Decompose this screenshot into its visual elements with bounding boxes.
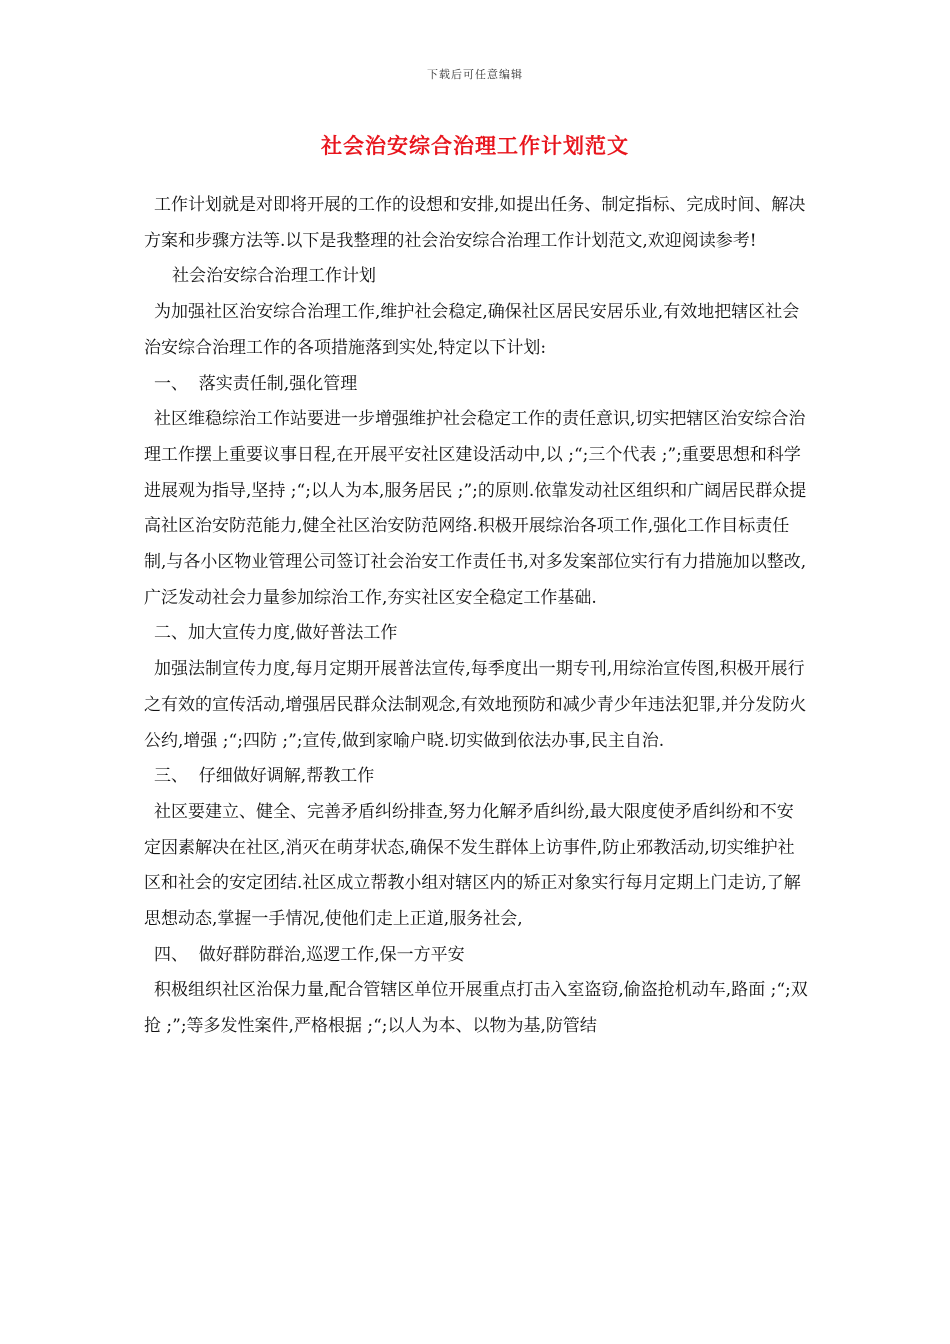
header-note: 下载后可任意编辑 xyxy=(427,68,523,81)
document-body xyxy=(144,188,808,1045)
section-2-paragraph: 加强法制宣传力度,每月定期开展普法宣传,每季度出一期专刊,用综治宣传图,积极开展行之有效的宣传活动,增强居民群众法制观念,有效地预防和减少青少年违法犯罪,并分发防火公约,增强 ;“;四防 ;”;宣传,做到家喻户晓.切实做到依法办事,民主自治. xyxy=(144,659,807,751)
section-3-paragraph: 社区要建立、健全、完善矛盾纠纷排查,努力化解矛盾纠纷,最大限度使矛盾纠纷和不安定因素解决在社区,消灭在萌芽状态,确保不发生群体上访事件,防止邪教活动,切实维护社区和社会的安定团结.社区成立帮教小组对辖区内的矫正对象实行每月定期上门走访,了解思想动态,掌握一手情况,使他们走上正道,服务社会, xyxy=(144,801,801,930)
section-heading-3: 三、 仔细做好调解,帮教工作 xyxy=(154,766,375,787)
section-1-paragraph: 社区维稳综治工作站要进一步增强维护社会稳定工作的责任意识,切实把辖区治安综合治理工作摆上重要议事日程,在开展平安社区建设活动中,以 ;“;三个代表 ;”;重要思想和科学进展观为指导,坚持 ;“;以人为本,服务居民 ;”;的原则.依靠发动社区组织和广阔居民群众提高社区治安防范能力,健全社区治安防范网络.积极开展综治各项工作,强化工作目标责任制,与各小区物业管理公司签订社会治安工作责任书,对多发案部位实行有力措施加以整改,广泛发动社会力量参加综治工作,夯实社区安全稳定工作基础. xyxy=(144,409,807,608)
document-title: 社会治安综合治理工作计划范文 xyxy=(321,133,629,158)
section-heading-1: 一、 落实责任制,强化管理 xyxy=(154,373,358,394)
section-heading-4: 四、 做好群防群治,巡逻工作,保一方平安 xyxy=(154,944,465,965)
plan-intro-paragraph: 为加强社区治安综合治理工作,维护社会稳定,确保社区居民安居乐业,有效地把辖区社会治安综合治理工作的各项措施落到实处,特定以下计划: xyxy=(144,302,800,358)
section-heading-plan: 社会治安综合治理工作计划 xyxy=(172,266,376,287)
intro-paragraph: 工作计划就是对即将开展的工作的设想和安排,如提出任务、制定指标、完成时间、解决方案和步骤方法等.以下是我整理的社会治安综合治理工作计划范文,欢迎阅读参考! xyxy=(144,195,806,251)
section-heading-2: 二、加大宣传力度,做好普法工作 xyxy=(154,623,398,644)
section-4-paragraph: 积极组织社区治保力量,配合管辖区单位开展重点打击入室盗窃,偷盗抢机动车,路面 ;“;双抢 ;”;等多发性案件,严格根据 ;“;以人为本、以物为基,防管结 xyxy=(144,980,808,1037)
